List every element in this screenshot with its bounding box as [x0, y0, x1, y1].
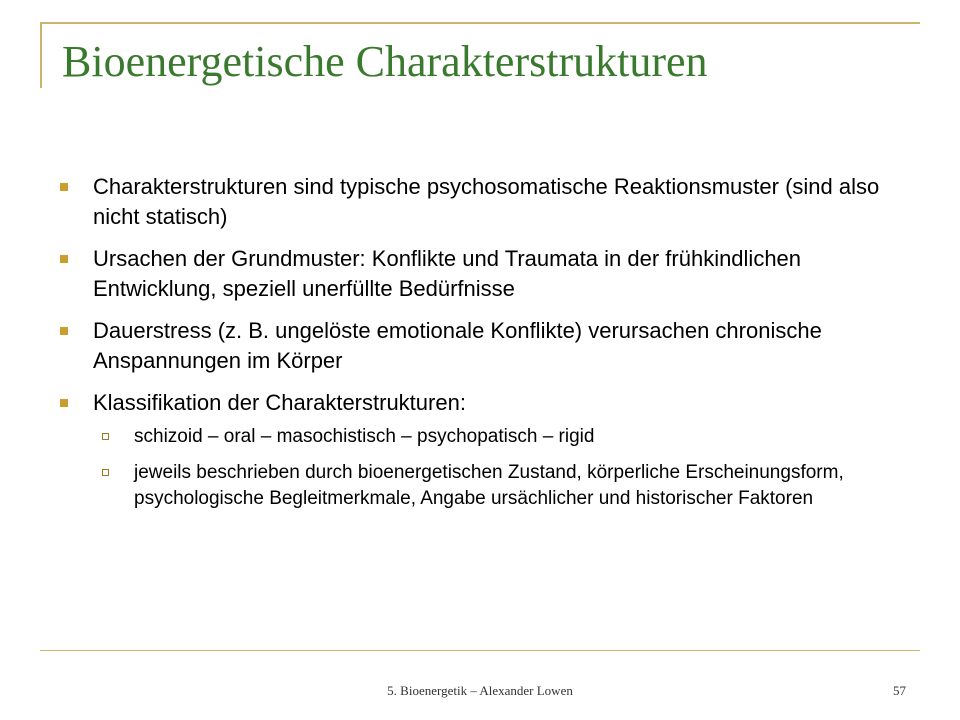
bullet-text: Ursachen der Grundmuster: Konflikte und Traumata in der frühkindlichen Entwicklung, speziell unerfüllte Bedürfnisse [93, 246, 802, 301]
bullet-item [60, 244, 920, 304]
sub-bullet-list [93, 424, 920, 512]
sub-bullet-item [93, 424, 920, 450]
bullet-text: Klassifikation der Charakterstrukturen: [93, 390, 466, 415]
sub-bullet-item [93, 460, 920, 512]
bullet-item [60, 172, 920, 232]
square-bullet-icon [60, 327, 68, 335]
footer-rule [40, 650, 920, 651]
bullet-text: Charakterstrukturen sind typische psychosomatische Reaktionsmuster (sind also nicht statisch) [93, 174, 880, 229]
sub-bullet-text: jeweils beschrieben durch bioenergetischen Zustand, körperliche Erscheinungsform, psychologische Begleitmerkmale, Angabe ursächlicher und historischer Faktoren [134, 462, 844, 509]
bullet-text: Dauerstress (z. B. ungelöste emotionale Konflikte) verursachen chronische Anspannungen im Körper [93, 318, 822, 373]
title-left-rule [40, 22, 42, 88]
hollow-square-bullet-icon [102, 433, 109, 440]
footer-text: 5. Bioenergetik – Alexander Lowen [387, 683, 573, 698]
hollow-square-bullet-icon [102, 469, 109, 476]
title-top-rule [40, 22, 920, 24]
bullet-item [60, 316, 920, 376]
square-bullet-icon [60, 399, 68, 407]
sub-bullet-text: schizoid – oral – masochistisch – psychopatisch – rigid [134, 426, 595, 447]
slide-title: Bioenergetische Charakterstrukturen [62, 37, 708, 86]
square-bullet-icon [60, 183, 68, 191]
bullet-item [60, 388, 920, 512]
square-bullet-icon [60, 255, 68, 263]
bullet-list [60, 172, 920, 524]
page-number: 57 [893, 683, 906, 698]
